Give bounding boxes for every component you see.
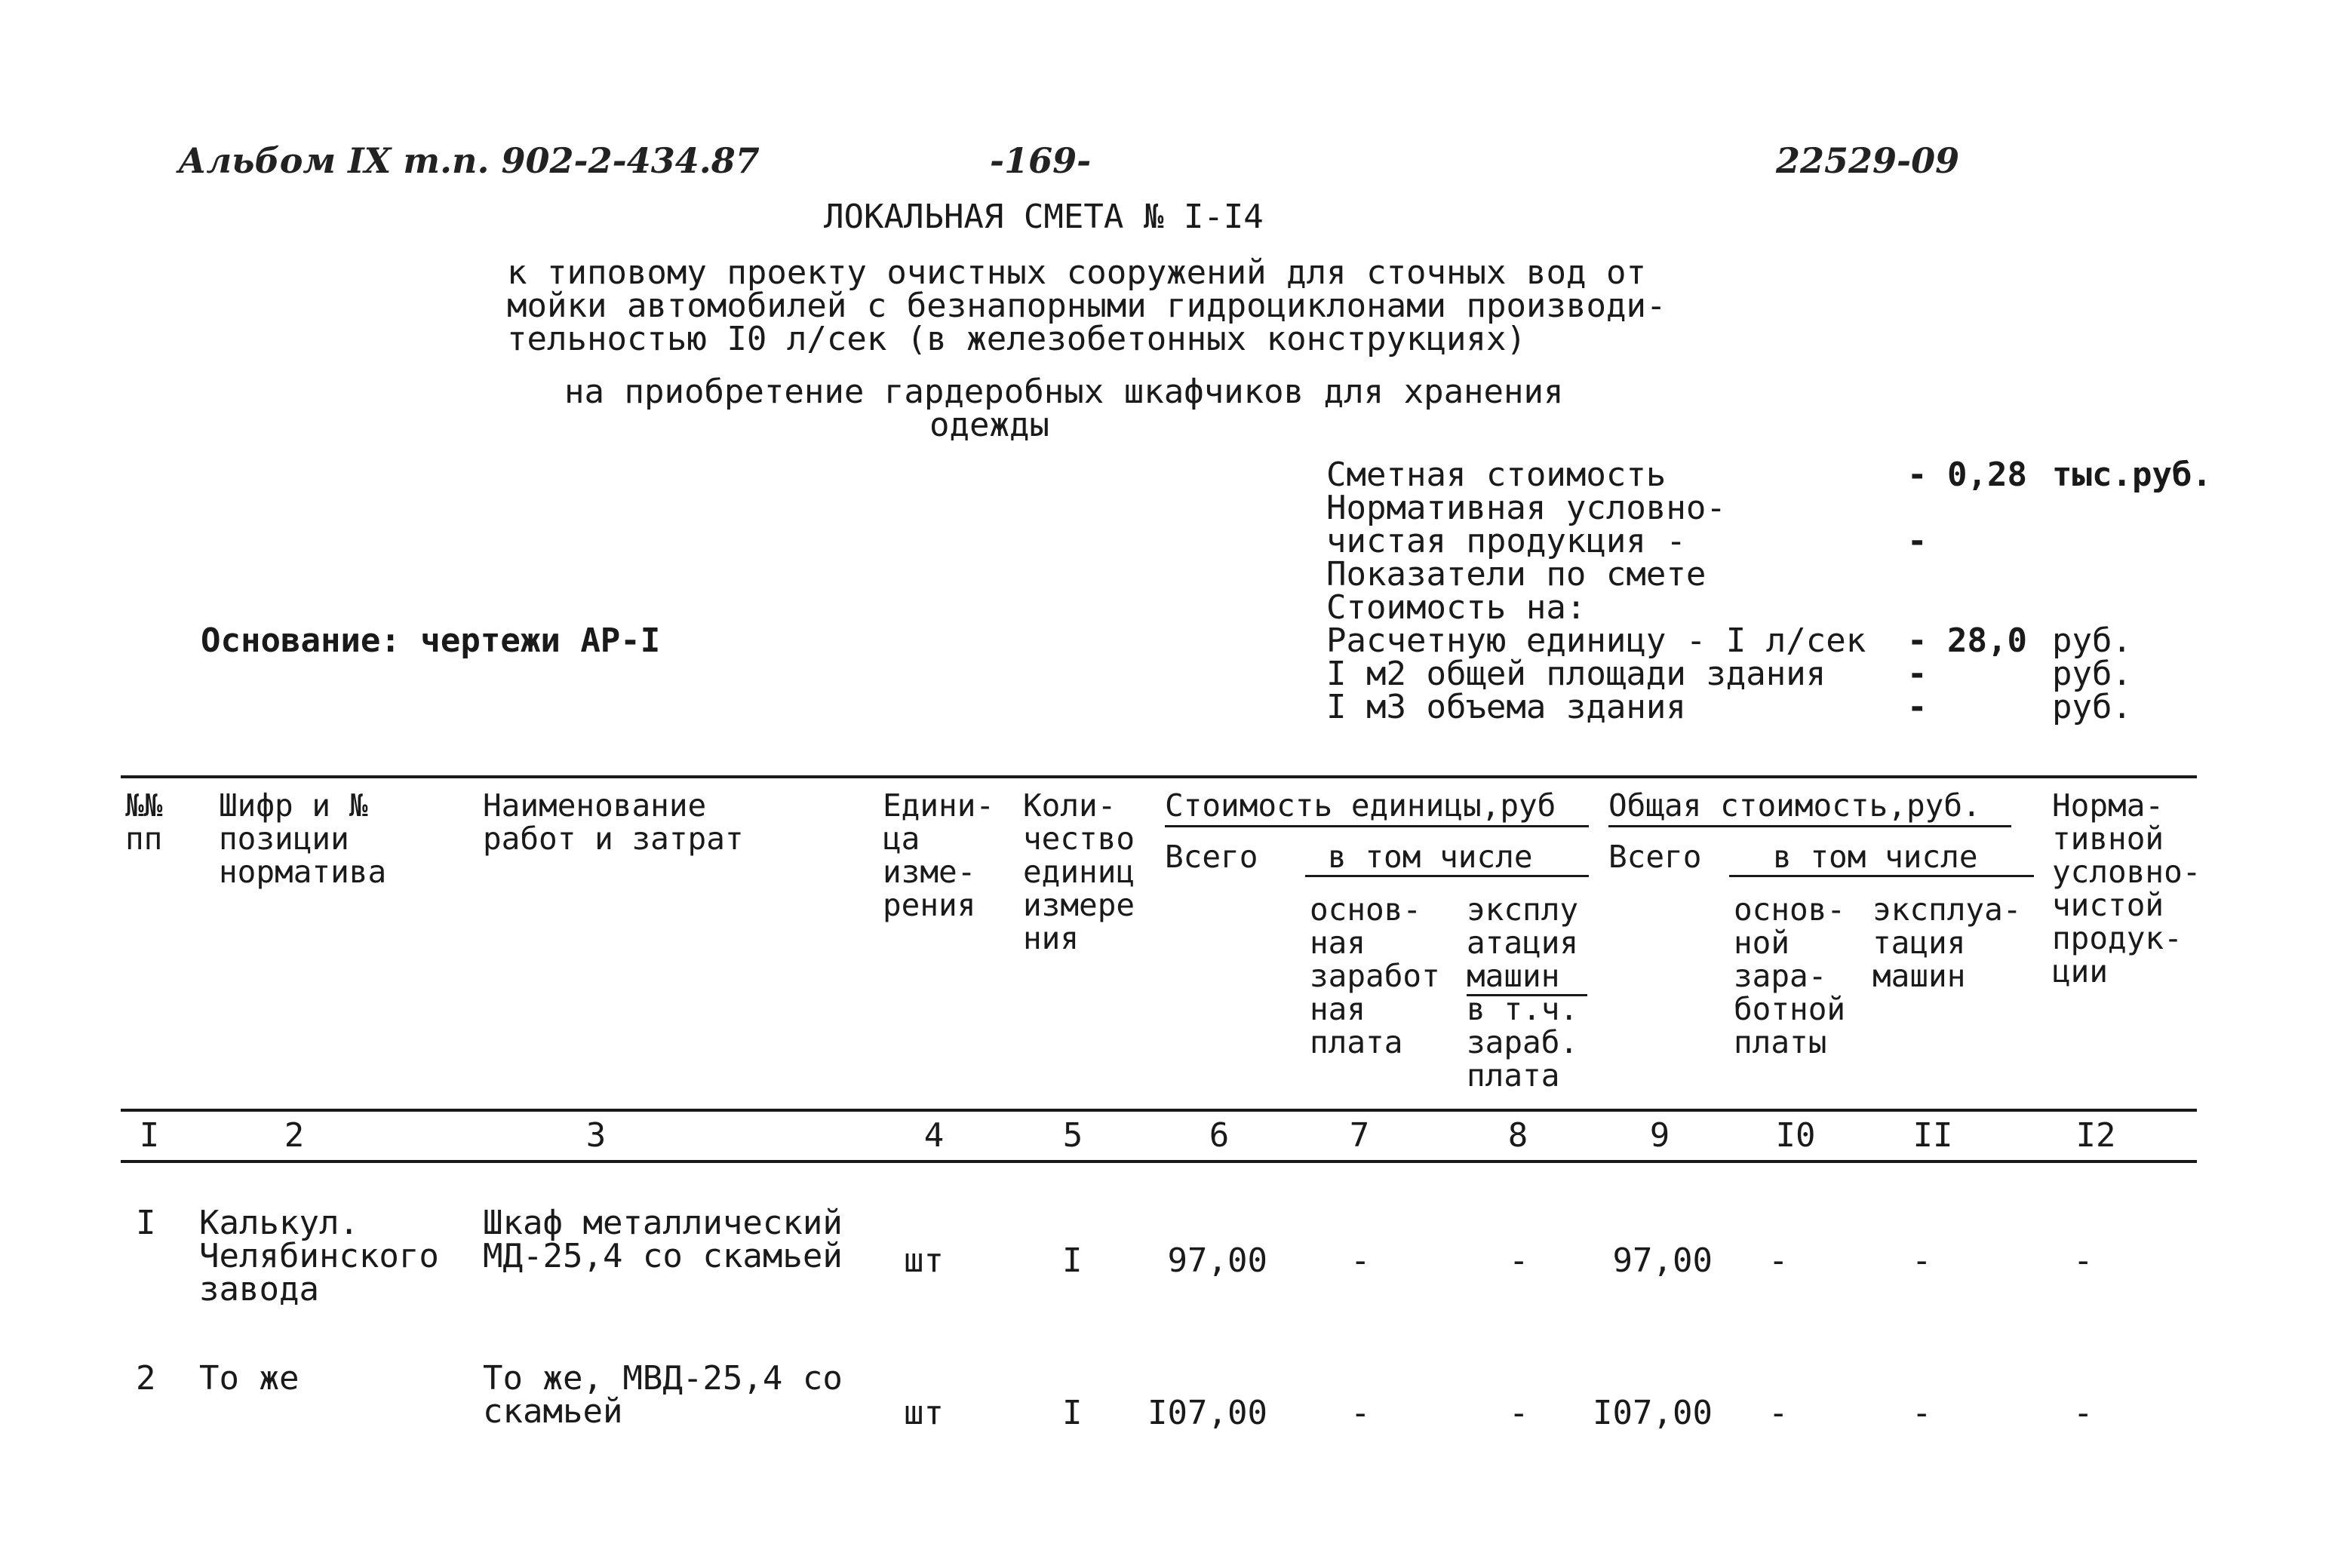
subtitle-line-1: к типовому проекту очистных сооружений для сточных вод от	[507, 253, 1646, 292]
row-name: То же, МВД-25,4 со скамьей	[483, 1359, 843, 1431]
row-unit-wage: -	[1350, 1394, 1371, 1432]
total-incl-underline	[1729, 875, 2034, 877]
indicators-label: Показатели по смете	[1326, 555, 1707, 594]
header-unit: Едини- ца изме- рения	[883, 787, 995, 923]
header-unit-machine-wage: в т.ч. зараб. плата	[1467, 991, 1579, 1094]
col-number-9: 9	[1649, 1116, 1670, 1155]
normative-value: -	[1907, 522, 1928, 560]
col-number-1: I	[139, 1116, 160, 1155]
page-number: -169-	[990, 140, 1092, 181]
row-unit-machine: -	[1509, 1241, 1529, 1280]
col-number-10: I0	[1775, 1116, 1816, 1155]
subtitle-line-3: тельностью I0 л/сек (в железобетонных конструкциях)	[507, 320, 1527, 358]
row-total: 97,00	[1612, 1241, 1713, 1280]
album-reference: Альбом IX т.п. 902-2-434.87	[178, 140, 760, 181]
estimated-cost-value: - 0,28	[1907, 456, 2027, 494]
purpose-line-2: одежды	[929, 406, 1049, 444]
col-number-6: 6	[1209, 1116, 1230, 1155]
unit-cost-group-underline	[1165, 825, 1589, 827]
col-number-8: 8	[1507, 1116, 1528, 1155]
subtitle-line-2: мойки автомобилей с безнапорными гидроциклонами производи-	[507, 287, 1667, 325]
cost-on-label: Стоимость на:	[1326, 588, 1587, 627]
header-total-cost-group: Общая стоимость,руб.	[1608, 787, 1981, 824]
row-unit-total: 97,00	[1167, 1241, 1267, 1280]
header-total-incl: в том числе	[1773, 839, 1978, 875]
unit-cost-unit: руб.	[2052, 621, 2132, 660]
header-bottom-rule	[121, 1109, 2197, 1112]
unit-incl-underline	[1305, 875, 1589, 877]
row-total-wage: -	[1768, 1394, 1789, 1432]
row-code: Калькул. Челябинского завода	[199, 1204, 439, 1309]
volume-cost-label: I м3 объема здания	[1326, 688, 1686, 726]
header-total-machine: эксплуа- тация машин	[1872, 891, 2022, 994]
header-quantity: Коли- чество единиц измере ния	[1023, 787, 1135, 956]
normative-label-2: чистая продукция -	[1326, 522, 1686, 560]
row-unit: шт	[904, 1241, 944, 1280]
col-number-5: 5	[1062, 1116, 1083, 1155]
col-number-4: 4	[923, 1116, 945, 1155]
header-total: Всего	[1608, 839, 1702, 875]
col-number-2: 2	[284, 1116, 305, 1155]
estimate-heading: ЛОКАЛЬНАЯ СМЕТА № I-I4	[824, 198, 1264, 236]
header-unit-wage: основ- ная заработ ная плата	[1310, 891, 1440, 1060]
row-unit-wage: -	[1350, 1241, 1371, 1280]
row-quantity: I	[1062, 1394, 1083, 1432]
col-number-7: 7	[1349, 1116, 1370, 1155]
volume-cost-value: -	[1907, 688, 1928, 726]
col-number-12: I2	[2075, 1116, 2116, 1155]
unit-cost-label: Расчетную единицу - I л/сек	[1326, 621, 1866, 660]
row-normative: -	[2073, 1241, 2094, 1280]
header-total-wage: основ- ной зара- ботной платы	[1734, 891, 1846, 1060]
row-total-machine: -	[1912, 1394, 1932, 1432]
estimated-cost-unit: тыс.руб.	[2052, 456, 2212, 494]
row-normative: -	[2073, 1394, 2094, 1432]
header-code: Шифр и № позиции норматива	[219, 787, 387, 890]
area-cost-label: I м2 общей площади здания	[1326, 655, 1826, 693]
header-unit-cost-group: Стоимость единицы,руб	[1165, 787, 1556, 824]
row-unit: шт	[904, 1394, 944, 1432]
area-cost-unit: руб.	[2052, 655, 2132, 693]
header-unit-total: Всего	[1165, 839, 1258, 875]
area-cost-value: -	[1907, 655, 1928, 693]
row-number: 2	[136, 1359, 156, 1398]
header-unit-machine: эксплу атация машин	[1467, 891, 1579, 994]
col-number-11: II	[1912, 1116, 1953, 1155]
row-quantity: I	[1062, 1241, 1083, 1280]
row-name: Шкаф металлический МД-25,4 со скамьей	[483, 1204, 843, 1275]
row-number: I	[136, 1204, 156, 1242]
row-unit-total: I07,00	[1147, 1394, 1267, 1432]
header-row-number: №№ пп	[125, 787, 163, 857]
row-total-wage: -	[1768, 1241, 1789, 1280]
basis-line: Основание: чертежи АР-I	[201, 621, 661, 660]
document-code: 22529-09	[1776, 140, 1960, 181]
header-name: Наименование работ и затрат	[483, 787, 744, 857]
volume-cost-unit: руб.	[2052, 688, 2132, 726]
column-numbers-rule	[121, 1160, 2197, 1163]
header-normative: Норма- тивной условно- чистой продук- ции	[2052, 787, 2201, 990]
row-total-machine: -	[1912, 1241, 1932, 1280]
row-unit-machine: -	[1509, 1394, 1529, 1432]
col-number-3: 3	[585, 1116, 607, 1155]
table-top-rule	[121, 775, 2197, 778]
unit-cost-value: - 28,0	[1907, 621, 2027, 660]
estimated-cost-label: Сметная стоимость	[1326, 456, 1667, 494]
purpose-line-1: на приобретение гардеробных шкафчиков для хранения	[564, 373, 1564, 411]
row-code: То же	[199, 1359, 300, 1398]
header-unit-incl: в том числе	[1328, 839, 1533, 875]
total-cost-group-underline	[1608, 825, 2011, 827]
normative-label-1: Нормативная условно-	[1326, 489, 1726, 527]
row-total: I07,00	[1593, 1394, 1713, 1432]
